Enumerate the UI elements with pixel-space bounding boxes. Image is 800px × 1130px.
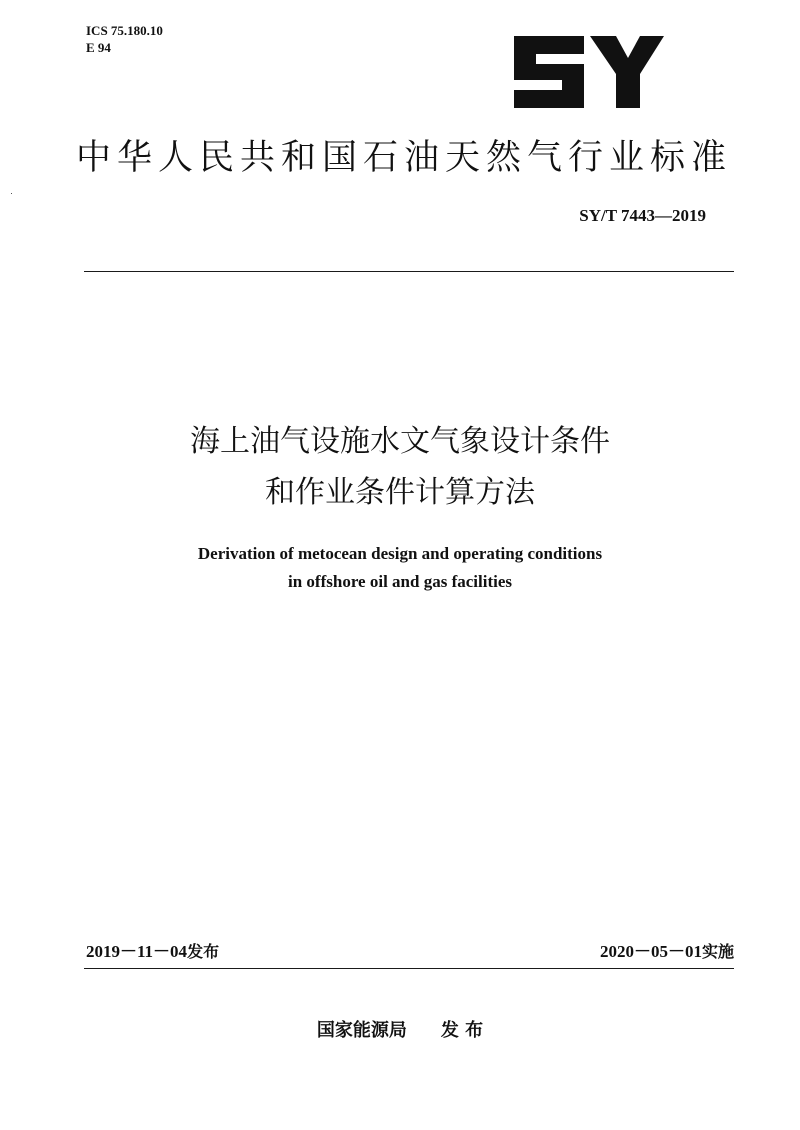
scan-speck (11, 193, 12, 194)
standard-category-title: 中华人民共和国石油天然气行业标准 (76, 138, 733, 178)
chinese-title-line-2: 和作业条件计算方法 (265, 475, 535, 510)
implement-date-row (600, 941, 734, 963)
standard-number: SY/T 7443—2019 (579, 206, 706, 225)
ics-code: ICS 75.180.10 (86, 23, 163, 38)
english-title-line-1: Derivation of metocean design and operating conditions (197, 544, 603, 563)
chinese-title-line-1: 海上油气设施水文气象设计条件 (190, 424, 610, 459)
publisher-name: 国家能源局 (316, 1020, 407, 1041)
top-divider (84, 271, 734, 272)
issue-date-row (86, 941, 219, 963)
publisher-action: 发 布 (440, 1020, 484, 1041)
bottom-divider (84, 968, 734, 969)
publisher-row (0, 1019, 800, 1043)
implement-date: 2020－05－01 (599, 942, 702, 961)
english-title-line-2: in offshore oil and gas facilities (288, 572, 512, 591)
issue-label: 发布 (187, 942, 220, 961)
classification-code: E 94 (86, 40, 111, 55)
issue-date: 2019－11－04 (86, 942, 188, 961)
sy-logo (512, 30, 664, 114)
implement-label: 实施 (701, 942, 734, 961)
